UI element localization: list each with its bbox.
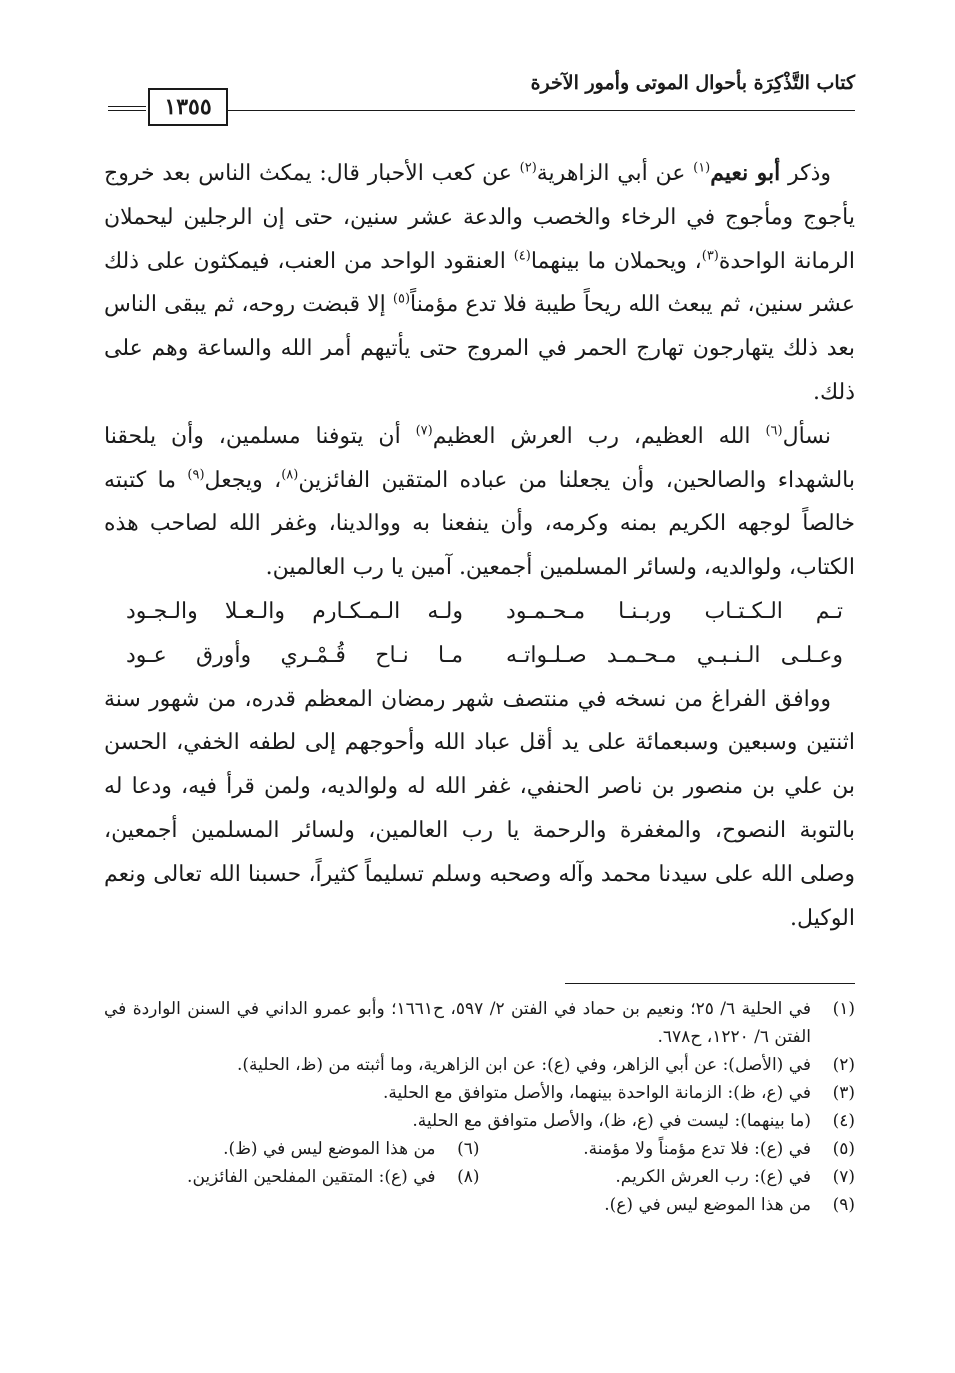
footnote-number: (٣) xyxy=(832,1083,855,1103)
footnote-number: (٦) xyxy=(457,1139,480,1159)
text-run: ، ويحملان ما بينهما xyxy=(530,248,702,274)
main-text xyxy=(104,152,855,940)
poem xyxy=(104,590,855,678)
footnote-5 xyxy=(480,1135,856,1163)
footnotes xyxy=(104,995,855,1219)
footnote-8 xyxy=(104,1163,480,1191)
footnote-text: (ما بينهما): ليست في (ع، ظ)، والأصل متوافق مع الحلية. xyxy=(412,1111,811,1131)
hemistich-first: وعـلـى الـنـبـي مـحـمـد صـلـواتـه xyxy=(506,642,843,668)
poem-verse xyxy=(104,634,855,678)
footnote-text: في الحلية ٦/ ٢٥؛ ونعيم بن حماد في الفتن ٢/ ٥٩٧، ح١٦٦١؛ وأبو عمرو الداني في السنن الواردة في الفتن ٦/ ١٢٢٠، ح٦٧٨. xyxy=(104,999,812,1047)
hemistich-first: تـم الـكـتـاب وربـنـا مـحـمـود xyxy=(506,598,843,624)
footnote-text: من هذا الموضع ليس في (ع). xyxy=(604,1195,811,1215)
text-run: ، ويجعل xyxy=(204,467,282,493)
poem-verse xyxy=(104,590,855,634)
footnote-number: (١) xyxy=(832,999,855,1019)
text-run: عن أبي الزاهرية xyxy=(536,161,694,186)
footnote-text: في (ع): فلا تدع مؤمناً ولا مؤمنة. xyxy=(583,1139,811,1159)
footnote-9 xyxy=(104,1191,855,1219)
paragraph-3: ووافق الفراغ من نسخه في منتصف شهر رمضان المعظم قدره، من شهور سنة اثنتين وسبعين وسبعمائة على يد أقل عباد الله وأحوجهم إلى لطفه الخفي، الحسن بن علي بن منصور بن ناصر الحنفي، غفر الله له ولوالديه، ولمن قرأ فيه، ودعا له بالتوبة النصوح، والمغفرة والرحمة يا رب العالمين، ولسائر المسلمين أجمعين، وصلى الله على سيدنا محمد وآله وصحبه وسلم تسليماً كثيراً، حسبنا الله تعالى ونعم الوكيل. xyxy=(104,686,855,931)
footnote-text: في (ع): المتقين المفلحين الفائزين. xyxy=(187,1167,436,1187)
header-rule-left-upper xyxy=(108,106,146,107)
footnote-2 xyxy=(104,1051,855,1079)
text-run: نسأل xyxy=(782,423,832,449)
footnote-row xyxy=(104,1163,855,1191)
footnote-4 xyxy=(104,1107,855,1135)
footnote-ref[interactable]: (٦) xyxy=(765,423,783,439)
header-rule-left xyxy=(108,110,146,111)
footnote-text: في (الأصل): عن أبي الزاهر، وفي (ع): عن ابن الزاهرية، وما أثبته من (ظ، الحلية). xyxy=(236,1055,811,1075)
text-run: وذكر xyxy=(780,161,832,186)
footnote-ref[interactable]: (٨) xyxy=(281,467,299,483)
footnote-ref[interactable]: (٩) xyxy=(187,467,205,483)
footnote-text: في (ع، ظ): الزمانة الواحدة بينهما، والأصل متوافق مع الحلية. xyxy=(382,1083,811,1103)
running-title: كتاب التَّذْكِرَة بأحوال الموتى وأمور الآخرة xyxy=(530,72,855,94)
footnote-1 xyxy=(104,995,855,1051)
hemistich-second: ولـه الـمـكـارم والـعـلا والـجـود xyxy=(126,598,463,624)
footnote-separator xyxy=(565,983,855,984)
footnote-number: (٢) xyxy=(832,1055,855,1075)
footnote-3 xyxy=(104,1079,855,1107)
footnote-text: في (ع): رب العرش الكريم. xyxy=(615,1167,811,1187)
footnote-ref[interactable]: (٥) xyxy=(392,292,411,308)
header-rule xyxy=(226,110,855,111)
footnote-6 xyxy=(104,1135,480,1163)
page-header xyxy=(108,66,855,126)
footnote-ref[interactable]: (٣) xyxy=(701,248,719,264)
footnote-ref[interactable]: (٢) xyxy=(519,160,537,176)
paragraph-1 xyxy=(104,152,855,415)
footnote-ref[interactable]: (٧) xyxy=(415,423,433,439)
footnote-7 xyxy=(480,1163,856,1191)
footnote-ref[interactable]: (٤) xyxy=(513,248,531,264)
text-run: ما كتبته خالصاً لوجهه الكريم بمنه وكرمه، وأن ينفعنا به ووالدينا، وغفر الله لصاحب هذه الكتاب، ولوالديه، ولسائر المسلمين أجمعين. آمين يا رب العالمين. xyxy=(104,467,855,581)
text-run: إلا قبضت روحه، ثم يبقى الناس بعد ذلك يتهارجون تهارج الحمر في المروج حتى يأتيهم أمر الله والساعة وهم على ذلك. xyxy=(104,292,855,405)
footnote-ref[interactable]: (١) xyxy=(693,160,711,176)
text-run: عن كعب الأحبار قال: يمكث الناس بعد خروج يأجوج ومأجوج في الرخاء والخصب والدعة عشر سنين، حتى إن الرجلين ليحملان الرمانة الواحدة xyxy=(104,161,856,274)
footnote-number: (٩) xyxy=(832,1195,855,1215)
page-number: ١٣٥٥ xyxy=(148,88,228,126)
bold-name: أبو نعيم xyxy=(710,160,781,186)
text-run: الله العظيم، رب العرش العظيم xyxy=(432,423,766,449)
text-run: أن يتوفنا مسلمين، وأن يلحقنا بالشهداء والصالحين، وأن يجعلنا من عباده المتقين الفائزين xyxy=(104,423,855,493)
footnote-row xyxy=(104,1135,855,1163)
hemistich-second: مـا نـاح قُـمْـري وأورق عـود xyxy=(126,642,463,668)
footnote-number: (٥) xyxy=(832,1139,855,1159)
paragraph-2 xyxy=(104,415,855,590)
text-run: العنقود الواحد من العنب، فيمكثون على ذلك عشر سنين، ثم يبعث الله ريحاً طيبة فلا تدع مؤمناً xyxy=(104,248,855,318)
footnote-number: (٧) xyxy=(832,1167,855,1187)
footnote-number: (٤) xyxy=(832,1111,855,1131)
footnote-number: (٨) xyxy=(457,1167,480,1187)
footnote-text: من هذا الموضع ليس في (ظ). xyxy=(223,1139,436,1159)
